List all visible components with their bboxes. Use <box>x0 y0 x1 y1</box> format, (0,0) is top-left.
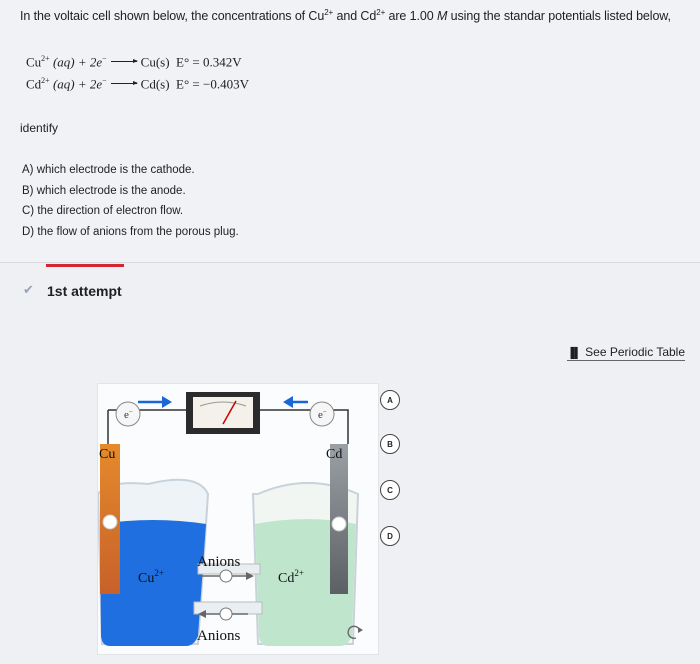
cu-electrode-label: Cu <box>99 447 116 462</box>
cd-ion-charge: 2+ <box>294 568 304 578</box>
chart-icon: ▐▌ <box>567 348 582 359</box>
equation-cd: $Cd^{2+}$ (aq) + 2e− Cd(s) E° = −0.403V <box>26 76 249 92</box>
section-divider <box>0 262 700 263</box>
voltaic-cell-diagram <box>97 383 379 655</box>
cd-electrode-label: Cd <box>326 447 343 462</box>
option-a[interactable]: A <box>380 390 400 410</box>
electron-charge-label: − <box>128 408 133 416</box>
electron-label: e <box>318 409 323 421</box>
attempt-indicator-bar <box>46 264 124 267</box>
electron-charge-label: − <box>322 408 327 416</box>
chevron-down-icon[interactable]: ✔ <box>23 282 34 297</box>
option-b[interactable]: B <box>380 434 400 454</box>
equation-cu: $Cu^{2+}$ (aq) + 2e− Cu(s) E° = 0.342V <box>26 54 242 70</box>
attempt-heading[interactable]: 1st attempt <box>47 283 122 299</box>
electron-label: e <box>124 409 129 421</box>
part-a: A) which electrode is the cathode. <box>22 164 195 176</box>
cell-illustration <box>98 384 378 654</box>
cd-ion-label: Cd <box>278 571 295 586</box>
part-d: D) the flow of anions from the porous plug. <box>22 225 239 238</box>
option-d[interactable]: D <box>380 526 400 546</box>
question-parts <box>22 160 239 242</box>
anions-top-label: Anions <box>197 554 241 570</box>
cu-ion-charge: 2+ <box>154 568 164 578</box>
part-c: C) the direction of electron flow. <box>22 205 184 217</box>
question-text: In the voltaic cell shown below, the concentrations of $Cu^{2+}$ and $Cd^{2+}$ are 1.00 M using the standar potentials listed below, <box>20 8 671 24</box>
cu-ion-label: Cu <box>138 571 155 586</box>
periodic-table-link[interactable]: ▐▌ See Periodic Table <box>567 345 686 359</box>
part-b: B) which electrode is the anode. <box>22 184 186 197</box>
anions-bottom-label: Anions <box>197 628 241 644</box>
identify-label: identify <box>20 121 59 135</box>
option-c[interactable]: C <box>380 480 400 500</box>
